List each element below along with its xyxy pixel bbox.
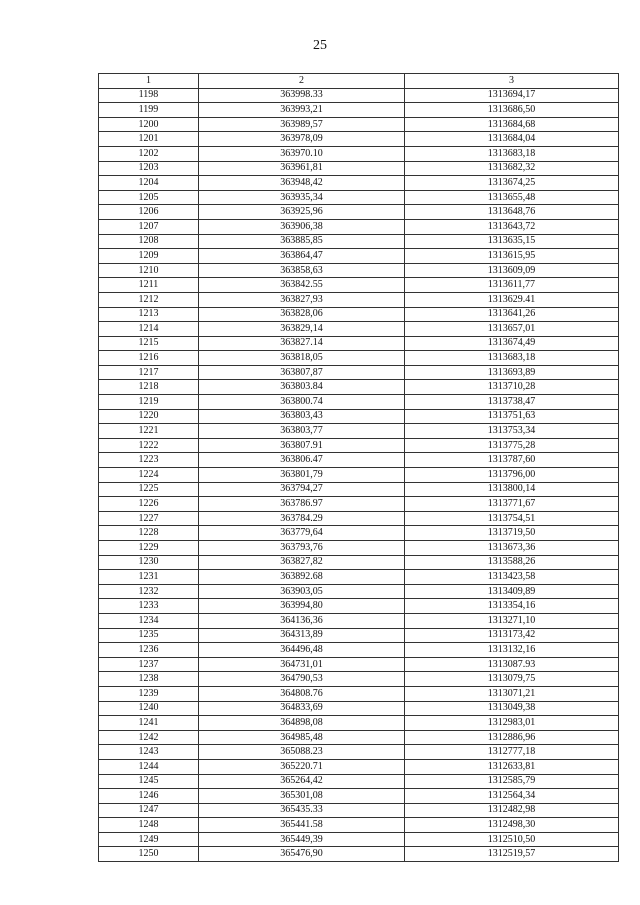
x-coordinate-cell: 363803,43 — [199, 409, 405, 424]
point-number-cell: 1212 — [99, 292, 199, 307]
x-coordinate-cell: 363842.55 — [199, 278, 405, 293]
y-coordinate-cell: 1313710,28 — [405, 380, 619, 395]
table-row — [99, 672, 619, 687]
x-coordinate-cell: 363807,87 — [199, 365, 405, 380]
table-row — [99, 774, 619, 789]
point-number-cell: 1234 — [99, 613, 199, 628]
table-row — [99, 613, 619, 628]
table-row — [99, 190, 619, 205]
y-coordinate-cell: 1313719,50 — [405, 526, 619, 541]
table-row — [99, 219, 619, 234]
table-row — [99, 365, 619, 380]
table-row — [99, 146, 619, 161]
y-coordinate-cell: 1313615,95 — [405, 249, 619, 264]
point-number-cell: 1208 — [99, 234, 199, 249]
x-coordinate-cell: 363828,06 — [199, 307, 405, 322]
point-number-cell: 1224 — [99, 468, 199, 483]
point-number-cell: 1205 — [99, 190, 199, 205]
x-coordinate-cell: 364313,89 — [199, 628, 405, 643]
y-coordinate-cell: 1312777,18 — [405, 745, 619, 760]
point-number-cell: 1216 — [99, 351, 199, 366]
table-row — [99, 584, 619, 599]
table-row — [99, 234, 619, 249]
point-number-cell: 1214 — [99, 322, 199, 337]
point-number-cell: 1243 — [99, 745, 199, 760]
table-row — [99, 88, 619, 103]
table-row — [99, 380, 619, 395]
y-coordinate-cell: 1312519,57 — [405, 847, 619, 862]
x-coordinate-cell: 363794,27 — [199, 482, 405, 497]
x-coordinate-cell: 363800.74 — [199, 395, 405, 410]
table-row — [99, 161, 619, 176]
table-row — [99, 657, 619, 672]
point-number-cell: 1213 — [99, 307, 199, 322]
x-coordinate-cell: 363807.91 — [199, 438, 405, 453]
x-coordinate-cell: 364136,36 — [199, 613, 405, 628]
table-row — [99, 263, 619, 278]
y-coordinate-cell: 1312983,01 — [405, 716, 619, 731]
table-row — [99, 599, 619, 614]
x-coordinate-cell: 363803.84 — [199, 380, 405, 395]
x-coordinate-cell: 363803,77 — [199, 424, 405, 439]
table-row — [99, 628, 619, 643]
point-number-cell: 1209 — [99, 249, 199, 264]
point-number-cell: 1231 — [99, 570, 199, 585]
x-coordinate-cell: 363786.97 — [199, 497, 405, 512]
point-number-cell: 1245 — [99, 774, 199, 789]
point-number-cell: 1204 — [99, 176, 199, 191]
y-coordinate-cell: 1313800,14 — [405, 482, 619, 497]
y-coordinate-cell: 1313693,89 — [405, 365, 619, 380]
x-coordinate-cell: 363829,14 — [199, 322, 405, 337]
table-row — [99, 205, 619, 220]
x-coordinate-cell: 365088.23 — [199, 745, 405, 760]
y-coordinate-cell: 1313409,89 — [405, 584, 619, 599]
x-coordinate-cell: 363892.68 — [199, 570, 405, 585]
y-coordinate-cell: 1313753,34 — [405, 424, 619, 439]
point-number-cell: 1227 — [99, 511, 199, 526]
table-row — [99, 395, 619, 410]
table-row — [99, 336, 619, 351]
y-coordinate-cell: 1312633,81 — [405, 759, 619, 774]
y-coordinate-cell: 1313787,60 — [405, 453, 619, 468]
point-number-cell: 1240 — [99, 701, 199, 716]
x-coordinate-cell: 364898,08 — [199, 716, 405, 731]
table-body — [99, 88, 619, 861]
point-number-cell: 1244 — [99, 759, 199, 774]
x-coordinate-cell: 363994,80 — [199, 599, 405, 614]
y-coordinate-cell: 1312498,30 — [405, 818, 619, 833]
point-number-cell: 1247 — [99, 803, 199, 818]
y-coordinate-cell: 1313049,38 — [405, 701, 619, 716]
table-row — [99, 468, 619, 483]
x-coordinate-cell: 363818,05 — [199, 351, 405, 366]
page-number: 25 — [313, 38, 327, 53]
table-row — [99, 730, 619, 745]
y-coordinate-cell: 1312482,98 — [405, 803, 619, 818]
point-number-cell: 1222 — [99, 438, 199, 453]
table-row — [99, 759, 619, 774]
x-coordinate-cell: 363925,96 — [199, 205, 405, 220]
table-row — [99, 789, 619, 804]
point-number-cell: 1239 — [99, 686, 199, 701]
y-coordinate-cell: 1312886,96 — [405, 730, 619, 745]
column-header-point: 1 — [99, 74, 199, 89]
point-number-cell: 1215 — [99, 336, 199, 351]
point-number-cell: 1242 — [99, 730, 199, 745]
x-coordinate-cell: 363793,76 — [199, 541, 405, 556]
point-number-cell: 1200 — [99, 117, 199, 132]
table-row — [99, 511, 619, 526]
y-coordinate-cell: 1313609,09 — [405, 263, 619, 278]
y-coordinate-cell: 1313775,28 — [405, 438, 619, 453]
table-row — [99, 292, 619, 307]
y-coordinate-cell: 1313796,00 — [405, 468, 619, 483]
y-coordinate-cell: 1313694,17 — [405, 88, 619, 103]
y-coordinate-cell: 1313079,75 — [405, 672, 619, 687]
point-number-cell: 1206 — [99, 205, 199, 220]
y-coordinate-cell: 1313635,15 — [405, 234, 619, 249]
table-row — [99, 176, 619, 191]
table-row — [99, 351, 619, 366]
x-coordinate-cell: 363935,34 — [199, 190, 405, 205]
y-coordinate-cell: 1313754,51 — [405, 511, 619, 526]
point-number-cell: 1237 — [99, 657, 199, 672]
x-coordinate-cell: 364985,48 — [199, 730, 405, 745]
y-coordinate-cell: 1313657,01 — [405, 322, 619, 337]
table-row — [99, 701, 619, 716]
table-row — [99, 686, 619, 701]
point-number-cell: 1218 — [99, 380, 199, 395]
y-coordinate-cell: 1313643,72 — [405, 219, 619, 234]
point-number-cell: 1233 — [99, 599, 199, 614]
y-coordinate-cell: 1313674,49 — [405, 336, 619, 351]
y-coordinate-cell: 1313423,58 — [405, 570, 619, 585]
column-header-y: 3 — [405, 74, 619, 89]
point-number-cell: 1203 — [99, 161, 199, 176]
x-coordinate-cell: 363961,81 — [199, 161, 405, 176]
y-coordinate-cell: 1313684,04 — [405, 132, 619, 147]
point-number-cell: 1223 — [99, 453, 199, 468]
table-row — [99, 526, 619, 541]
point-number-cell: 1210 — [99, 263, 199, 278]
point-number-cell: 1226 — [99, 497, 199, 512]
point-number-cell: 1235 — [99, 628, 199, 643]
point-number-cell: 1199 — [99, 103, 199, 118]
y-coordinate-cell: 1313271,10 — [405, 613, 619, 628]
y-coordinate-cell: 1312585,79 — [405, 774, 619, 789]
table-row — [99, 424, 619, 439]
point-number-cell: 1232 — [99, 584, 199, 599]
x-coordinate-cell: 365301,08 — [199, 789, 405, 804]
x-coordinate-cell: 363858,63 — [199, 263, 405, 278]
x-coordinate-cell: 363779,64 — [199, 526, 405, 541]
y-coordinate-cell: 1313682,32 — [405, 161, 619, 176]
y-coordinate-cell: 1313674,25 — [405, 176, 619, 191]
x-coordinate-cell: 364731,01 — [199, 657, 405, 672]
x-coordinate-cell: 364833,69 — [199, 701, 405, 716]
point-number-cell: 1228 — [99, 526, 199, 541]
point-number-cell: 1236 — [99, 643, 199, 658]
x-coordinate-cell: 363948,42 — [199, 176, 405, 191]
y-coordinate-cell: 1313686,50 — [405, 103, 619, 118]
x-coordinate-cell: 363806.47 — [199, 453, 405, 468]
y-coordinate-cell: 1312564,34 — [405, 789, 619, 804]
x-coordinate-cell: 365441.58 — [199, 818, 405, 833]
y-coordinate-cell: 1313173,42 — [405, 628, 619, 643]
table-row — [99, 132, 619, 147]
point-number-cell: 1246 — [99, 789, 199, 804]
table-row — [99, 555, 619, 570]
point-number-cell: 1248 — [99, 818, 199, 833]
point-number-cell: 1225 — [99, 482, 199, 497]
y-coordinate-cell: 1313655,48 — [405, 190, 619, 205]
x-coordinate-cell: 363978,09 — [199, 132, 405, 147]
point-number-cell: 1219 — [99, 395, 199, 410]
y-coordinate-cell: 1313132,16 — [405, 643, 619, 658]
table-row — [99, 307, 619, 322]
y-coordinate-cell: 1313684,68 — [405, 117, 619, 132]
table-header-row — [99, 74, 619, 89]
point-number-cell: 1220 — [99, 409, 199, 424]
table-row — [99, 541, 619, 556]
point-number-cell: 1250 — [99, 847, 199, 862]
y-coordinate-cell: 1313629.41 — [405, 292, 619, 307]
x-coordinate-cell: 364808.76 — [199, 686, 405, 701]
table-row — [99, 847, 619, 862]
y-coordinate-cell: 1312510,50 — [405, 832, 619, 847]
table-row — [99, 716, 619, 731]
x-coordinate-cell: 365476,90 — [199, 847, 405, 862]
column-header-x: 2 — [199, 74, 405, 89]
table-row — [99, 832, 619, 847]
x-coordinate-cell: 364496,48 — [199, 643, 405, 658]
x-coordinate-cell: 363827,82 — [199, 555, 405, 570]
point-number-cell: 1211 — [99, 278, 199, 293]
y-coordinate-cell: 1313751,63 — [405, 409, 619, 424]
x-coordinate-cell: 363801,79 — [199, 468, 405, 483]
table-row — [99, 117, 619, 132]
x-coordinate-cell: 363970.10 — [199, 146, 405, 161]
table-row — [99, 803, 619, 818]
x-coordinate-cell: 365435.33 — [199, 803, 405, 818]
y-coordinate-cell: 1313071,21 — [405, 686, 619, 701]
table-row — [99, 438, 619, 453]
table-row — [99, 278, 619, 293]
x-coordinate-cell: 363885,85 — [199, 234, 405, 249]
y-coordinate-cell: 1313738,47 — [405, 395, 619, 410]
table-row — [99, 482, 619, 497]
y-coordinate-cell: 1313588,26 — [405, 555, 619, 570]
table-row — [99, 249, 619, 264]
y-coordinate-cell: 1313611,77 — [405, 278, 619, 293]
x-coordinate-cell: 365220.71 — [199, 759, 405, 774]
point-number-cell: 1207 — [99, 219, 199, 234]
table-row — [99, 570, 619, 585]
table-row — [99, 643, 619, 658]
point-number-cell: 1221 — [99, 424, 199, 439]
point-number-cell: 1249 — [99, 832, 199, 847]
x-coordinate-cell: 363827.14 — [199, 336, 405, 351]
point-number-cell: 1238 — [99, 672, 199, 687]
x-coordinate-cell: 363993,21 — [199, 103, 405, 118]
table-row — [99, 745, 619, 760]
y-coordinate-cell: 1313354,16 — [405, 599, 619, 614]
x-coordinate-cell: 363989,57 — [199, 117, 405, 132]
table-row — [99, 103, 619, 118]
table-row — [99, 497, 619, 512]
x-coordinate-cell: 363903,05 — [199, 584, 405, 599]
x-coordinate-cell: 363827,93 — [199, 292, 405, 307]
y-coordinate-cell: 1313771,67 — [405, 497, 619, 512]
point-number-cell: 1241 — [99, 716, 199, 731]
table-row — [99, 818, 619, 833]
y-coordinate-cell: 1313641,26 — [405, 307, 619, 322]
y-coordinate-cell: 1313673,36 — [405, 541, 619, 556]
table-row — [99, 453, 619, 468]
coordinates-table — [98, 73, 619, 862]
y-coordinate-cell: 1313683,18 — [405, 351, 619, 366]
y-coordinate-cell: 1313087.93 — [405, 657, 619, 672]
x-coordinate-cell: 363906,38 — [199, 219, 405, 234]
table-row — [99, 409, 619, 424]
point-number-cell: 1230 — [99, 555, 199, 570]
x-coordinate-cell: 365264,42 — [199, 774, 405, 789]
point-number-cell: 1229 — [99, 541, 199, 556]
table-row — [99, 322, 619, 337]
y-coordinate-cell: 1313683,18 — [405, 146, 619, 161]
point-number-cell: 1217 — [99, 365, 199, 380]
x-coordinate-cell: 365449,39 — [199, 832, 405, 847]
x-coordinate-cell: 363784.29 — [199, 511, 405, 526]
x-coordinate-cell: 363864,47 — [199, 249, 405, 264]
y-coordinate-cell: 1313648,76 — [405, 205, 619, 220]
x-coordinate-cell: 363998.33 — [199, 88, 405, 103]
x-coordinate-cell: 364790,53 — [199, 672, 405, 687]
point-number-cell: 1202 — [99, 146, 199, 161]
point-number-cell: 1198 — [99, 88, 199, 103]
point-number-cell: 1201 — [99, 132, 199, 147]
